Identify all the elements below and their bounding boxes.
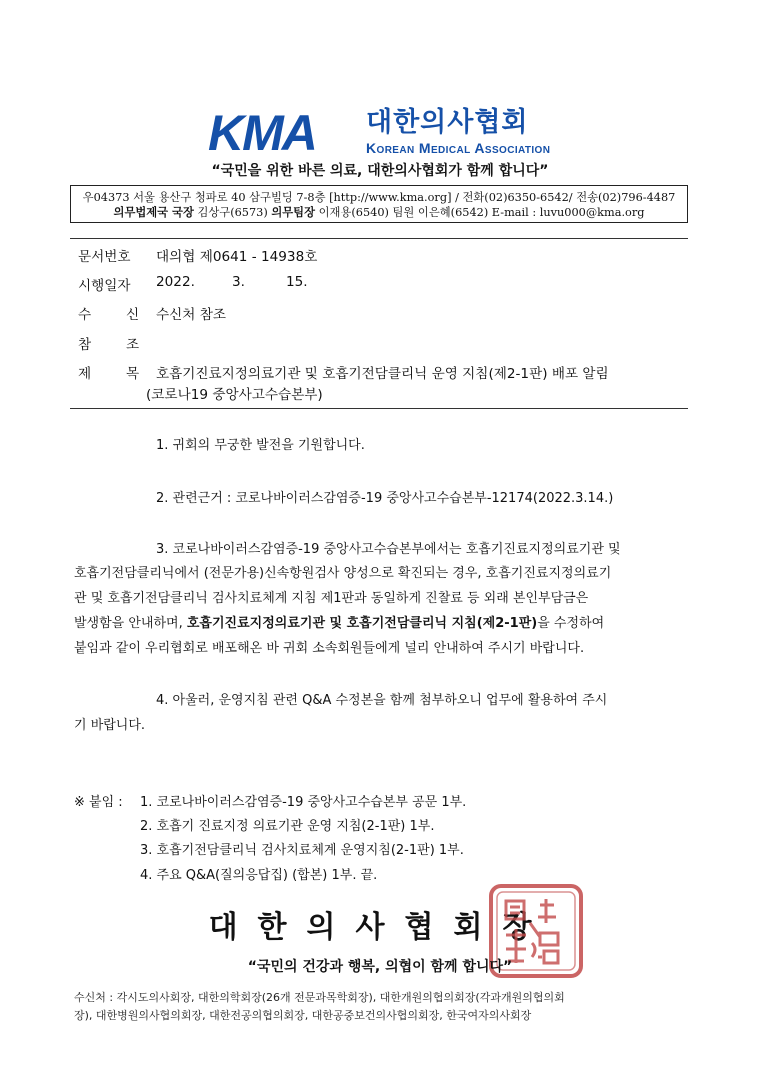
address-line-1: 우04373 서울 용산구 청파로 40 삼구빌딩 7-8층 [http://www.kma.org] / 전화(02)6350-6542/ 전송(02)796-4487 <box>82 191 676 204</box>
p3-line4-bold: 호흡기진료지정의료기관 및 호흡기전담클리닉 지침(제2-1판) <box>186 616 538 631</box>
address-box <box>70 185 688 223</box>
recipient-list-line-2: 장), 대한병원의사협의회장, 대한전공의협의회장, 대한공중보건의사협의회장, 한국여자의사회장 <box>74 1009 532 1022</box>
signature-title: 대한의사협회장 <box>208 910 552 945</box>
attachment-item-4: 4. 주요 Q&A(질의응답집) (합본) 1부. 끝. <box>140 868 378 883</box>
date-year: 2022. <box>156 274 195 290</box>
paragraph-3-line-1: 3. 코로나바이러스감염증-19 중앙사고수습본부에서는 호흡기진료지정의료기관 및 <box>156 542 621 557</box>
meta-rule <box>70 408 688 409</box>
paragraph-4-line-2: 기 바랍니다. <box>74 718 146 733</box>
logo-name-ko: 대한의사협회 <box>366 107 529 138</box>
doc-no-value: 대의협 제0641 - 14938호 <box>156 249 318 265</box>
header-rule <box>70 238 688 239</box>
paragraph-2: 2. 관련근거 : 코로나바이러스감염증-19 중앙사고수습본부-12174(2022.3.14.) <box>156 491 614 506</box>
logo-mark: KMA <box>208 105 316 161</box>
paragraph-3-line-2: 호흡기전담클리닉에서 (전문가용)신속항원검사 양성으로 확진되는 경우, 호흡기진료지정의료기 <box>74 566 612 581</box>
date-month: 3. <box>232 274 245 290</box>
paragraph-3-line-3: 관 및 호흡기전담클리닉 검사치료체계 지침 제1판과 동일하게 진찰료 등 외래 본인부담금은 <box>74 591 589 606</box>
bottom-slogan: “국민의 건강과 행복, 의협이 함께 합니다” <box>247 959 513 975</box>
attachments-label: ※ 붙임 : <box>74 795 123 810</box>
logo-name-en: Korean Medical Association <box>366 140 551 156</box>
p3-line4-c: 을 수정하여 <box>537 616 605 631</box>
kma-logo <box>208 105 558 161</box>
subject-line-1: 호흡기진료지정의료기관 및 호흡기전담클리닉 운영 지침(제2-1판) 배포 알림 <box>156 366 609 382</box>
p3-line4-a: 발생함을 안내하며, <box>74 616 187 631</box>
attachment-item-2: 2. 호흡기 진료지정 의료기관 운영 지침(2-1판) 1부. <box>140 819 435 834</box>
paragraph-4-line-1: 4. 아울러, 운영지침 관련 Q&A 수정본을 함께 첨부하오니 업무에 활용하여 주시 <box>156 693 608 708</box>
paragraph-3-line-5: 붙임과 같이 우리협회로 배포해온 바 귀회 소속회원들에게 널리 안내하여 주시기 바랍니다. <box>74 641 585 656</box>
recipient-list-line-1: 수신처 : 각시도의사회장, 대한의학회장(26개 전문과목학회장), 대한개원의협의회장(각과개원의협의회 <box>74 991 565 1004</box>
attachment-item-1: 1. 코로나바이러스감염증-19 중앙사고수습본부 공문 1부. <box>140 795 467 810</box>
dept-title: 의무법제국 국장 <box>113 206 194 219</box>
ref-label-2: 조 <box>126 337 140 353</box>
dept-contact: 김상구(6573) <box>193 206 272 219</box>
recipient-value: 수신처 참조 <box>156 307 226 323</box>
subject-line-2: (코로나19 중앙사고수습본부) <box>146 387 323 403</box>
attachment-item-3: 3. 호흡기전담클리닉 검사치료체계 운영지침(2-1판) 1부. <box>140 843 464 858</box>
subject-label-1: 제 <box>78 366 92 382</box>
ref-label-1: 참 <box>78 337 92 353</box>
subject-label-2: 목 <box>126 366 140 382</box>
paragraph-3-line-4 <box>74 612 604 631</box>
top-slogan: “국민을 위한 바른 의료, 대한의사협회가 함께 합니다” <box>211 163 549 179</box>
recipient-label-1: 수 <box>78 307 92 323</box>
date-label: 시행일자 <box>78 278 131 294</box>
address-line-2 <box>71 206 687 220</box>
team-title: 의무팀장 <box>271 206 316 219</box>
date-day: 15. <box>286 274 308 290</box>
recipient-label-2: 신 <box>126 307 140 323</box>
team-contact: 이재용(6540) 팀원 이은혜(6542) E-mail : luvu000@kma.org <box>315 206 645 219</box>
doc-no-label: 문서번호 <box>78 249 131 265</box>
paragraph-1: 1. 귀회의 무궁한 발전을 기원합니다. <box>156 438 365 453</box>
